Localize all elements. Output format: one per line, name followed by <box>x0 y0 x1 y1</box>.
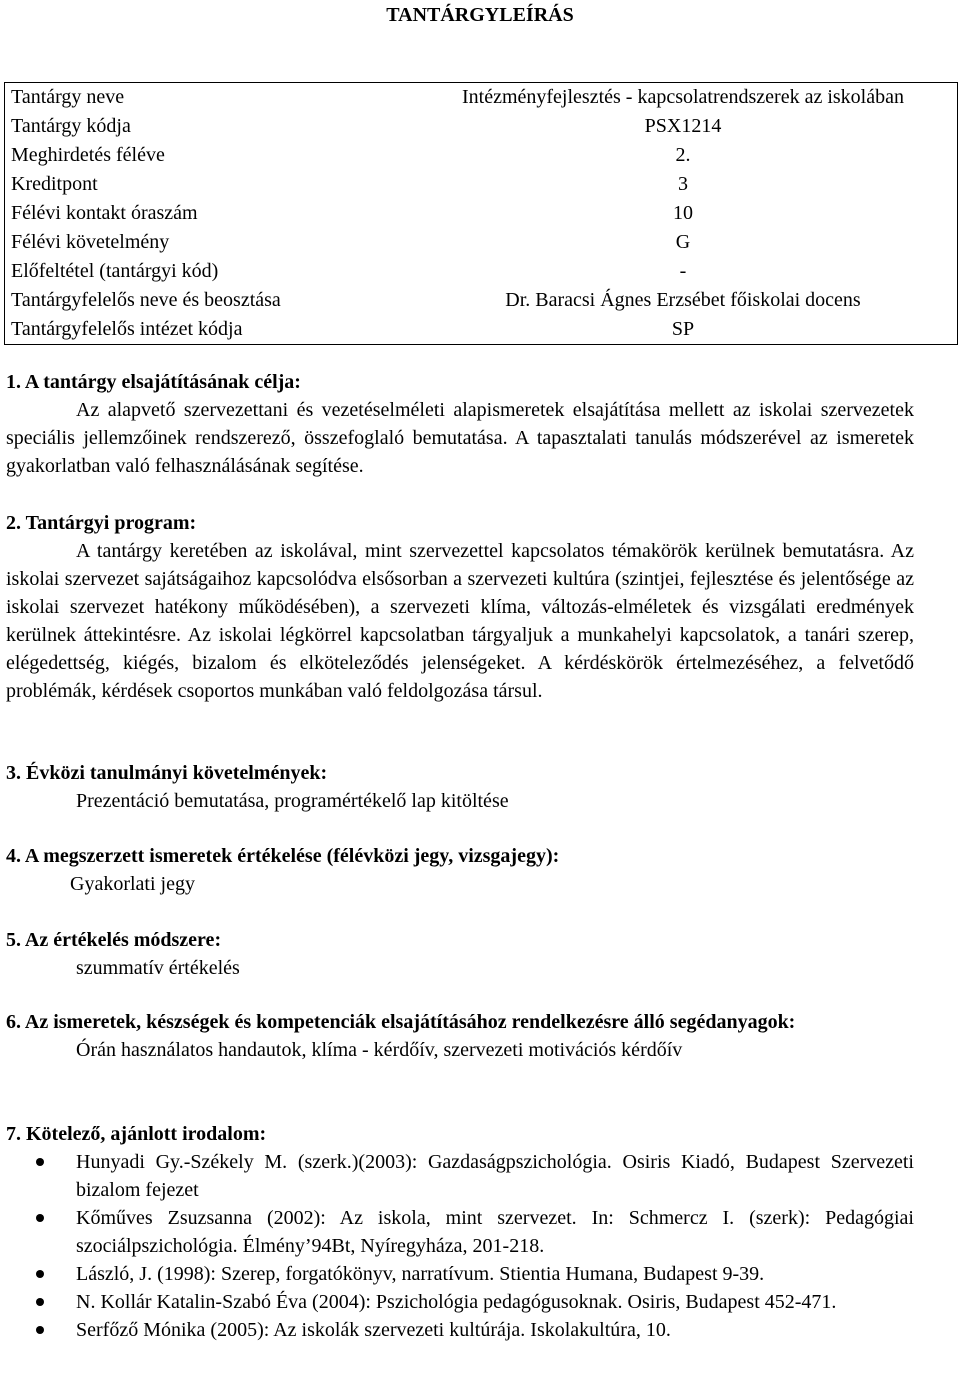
section-heading: 4. A megszerzett ismeretek értékelése (félévközi jegy, vizsgajegy): <box>6 845 560 867</box>
list-item <box>6 1148 914 1204</box>
list-item <box>6 1316 914 1344</box>
section-literature <box>6 1120 914 1344</box>
table-row <box>5 315 958 345</box>
row-label: Tantárgy kódja <box>11 115 131 137</box>
list-item <box>6 1288 914 1316</box>
section-heading: 6. Az ismeretek, készségek és kompetenciák elsajátításához rendelkezésre álló segédanyagok: <box>6 1011 796 1033</box>
row-value: SP <box>671 318 695 340</box>
row-label: Előfeltétel (tantárgyi kód) <box>11 260 219 282</box>
list-item <box>6 1204 914 1260</box>
section-heading: 5. Az értékelés módszere: <box>6 929 222 951</box>
row-value: 10 <box>673 202 693 224</box>
reference-text: Serfőző Mónika (2005): Az iskolák szervezeti kultúrája. Iskolakultúra, 10. <box>76 1319 671 1341</box>
reference-text: Kőműves Zsuzsanna (2002): Az iskola, mint szervezet. In: Schmercz I. (szerk): Pedagógiai szociálpszichológia. Élmény’94Bt, Nyíregyháza, 201-218. <box>76 1207 914 1257</box>
row-label: Tantárgyfelelős neve és beosztása <box>11 289 281 311</box>
bullet-icon <box>36 1326 44 1334</box>
table-row <box>5 199 958 228</box>
section-text: A tantárgy keretében az iskolával, mint szervezettel kapcsolatos témakörök kerülnek bemutatásra. Az iskolai szervezet sajátságaihoz kapcsolódva elsősorban a szervezeti kultúra (szintjei, fejlesztése és jelentősége az iskolai szervezet hatékony működésében), a szervezeti klíma, változás-elméletek és vizsgálati eredmények kerülnek áttekintésre. Az iskolai légkörrel kapcsolatban tárgyaljuk a munkahelyi kapcsolatok, a tanári szerep, elégedettség, kiégés, bizalom és elköteleződés jelenségeket. A kérdéskörök értelmezéséhez, a felvetődő problémák, kérdések csoportos munkában való feldolgozása társul. <box>6 540 914 702</box>
row-label: Tantárgyfelelős intézet kódja <box>11 318 243 340</box>
section-text: Gyakorlati jegy <box>70 873 195 895</box>
row-label: Meghirdetés féléve <box>11 144 165 166</box>
row-value: 2. <box>675 144 691 166</box>
section-heading: 1. A tantárgy elsajátításának célja: <box>6 371 301 393</box>
table-row <box>5 228 958 257</box>
reference-text: N. Kollár Katalin-Szabó Éva (2004): Pszichológia pedagógusoknak. Osiris, Budapest 452-471. <box>76 1291 837 1313</box>
document-title: TANTÁRGYLEÍRÁS <box>386 4 574 26</box>
section-text: szummatív értékelés <box>76 957 240 979</box>
table-row <box>5 112 958 141</box>
section-method <box>6 926 914 982</box>
row-value: PSX1214 <box>644 115 722 137</box>
row-value: - <box>679 260 687 282</box>
bullet-icon <box>36 1214 44 1222</box>
section-program <box>6 509 914 705</box>
row-label: Tantárgy neve <box>11 86 125 108</box>
section-heading: 7. Kötelező, ajánlott irodalom: <box>6 1123 267 1145</box>
section-text: Órán használatos handautok, klíma - kérdőív, szervezeti motivációs kérdőív <box>76 1039 683 1061</box>
section-text: Az alapvető szervezettani és vezetéselméleti alapismeretek elsajátítása mellett az iskolai szervezetek speciális jellemzőinek rendszerező, összefoglaló bemutatása. A tapasztalati tanulás módszerével az ismeretek gyakorlatban való felhasználásának segítése. <box>6 399 914 477</box>
section-requirements <box>6 759 914 815</box>
reference-text: Hunyadi Gy.-Székely M. (szerk.)(2003): Gazdaságpszichológia. Osiris Kiadó, Budapest Szervezeti bizalom fejezet <box>76 1151 914 1201</box>
reference-list <box>6 1148 914 1344</box>
row-value: Intézményfejlesztés - kapcsolatrendszerek az iskolában <box>461 86 904 108</box>
section-materials <box>6 1008 914 1064</box>
section-text: Prezentáció bemutatása, programértékelő lap kitöltése <box>76 790 509 812</box>
row-label: Kreditpont <box>11 173 98 195</box>
table-row <box>5 257 958 286</box>
table-row <box>5 286 958 315</box>
table-row <box>5 170 958 199</box>
row-label: Félévi kontakt óraszám <box>11 202 198 224</box>
table-row <box>5 141 958 170</box>
table-row <box>5 83 958 113</box>
course-info-table <box>4 82 958 345</box>
section-assessment <box>6 842 914 898</box>
row-value: Dr. Baracsi Ágnes Erzsébet főiskolai docens <box>505 289 861 311</box>
row-value: 3 <box>678 173 688 195</box>
bullet-icon <box>36 1158 44 1166</box>
row-label: Félévi követelmény <box>11 231 170 253</box>
section-heading: 3. Évközi tanulmányi követelmények: <box>6 762 328 784</box>
bullet-icon <box>36 1298 44 1306</box>
row-value: G <box>675 231 691 253</box>
list-item <box>6 1260 914 1288</box>
reference-text: László, J. (1998): Szerep, forgatókönyv, narratívum. Stientia Humana, Budapest 9-39. <box>76 1263 765 1285</box>
bullet-icon <box>36 1270 44 1278</box>
section-heading: 2. Tantárgyi program: <box>6 512 197 534</box>
section-goal <box>6 368 914 480</box>
